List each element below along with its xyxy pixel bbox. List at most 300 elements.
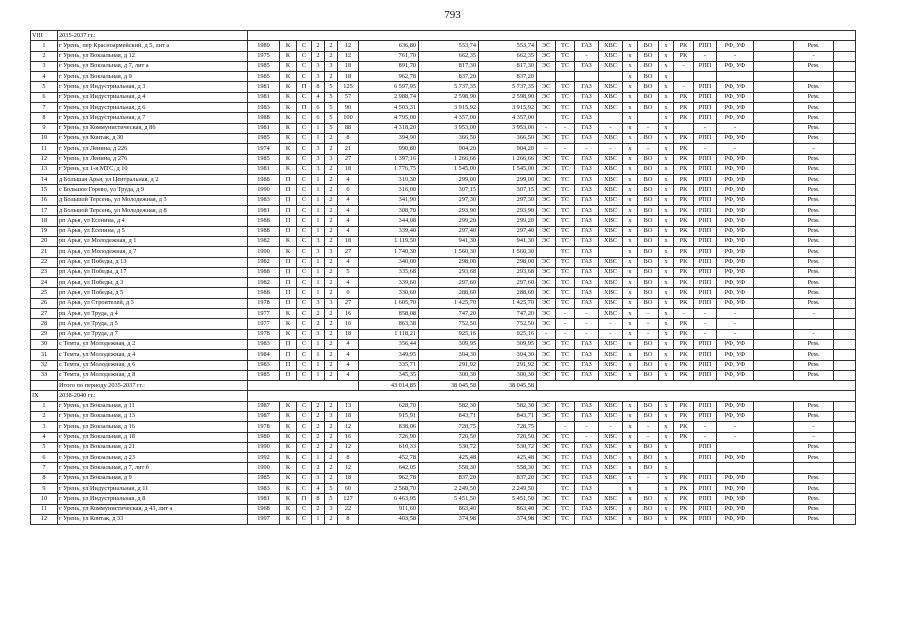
table-cell: ВО bbox=[638, 278, 659, 288]
table-cell: х bbox=[623, 339, 638, 349]
table-cell: Рем. bbox=[794, 288, 834, 298]
table-cell: 1985 bbox=[248, 370, 280, 380]
table-cell: 356,44 bbox=[359, 339, 419, 349]
table-cell: 291,92 bbox=[419, 360, 479, 370]
table-cell: х bbox=[623, 92, 638, 102]
table-cell: х bbox=[659, 103, 674, 113]
table-cell: 5 737,35 bbox=[479, 82, 537, 92]
table-cell: х bbox=[623, 504, 638, 514]
table-cell: х bbox=[623, 267, 638, 277]
table-cell: ГАЗ bbox=[575, 504, 599, 514]
table-cell: 2 598,90 bbox=[419, 92, 479, 102]
table-cell: РПП bbox=[694, 247, 717, 257]
table-cell: х bbox=[659, 257, 674, 267]
table-cell bbox=[754, 185, 794, 195]
table-cell: 4 795,00 bbox=[359, 113, 419, 123]
table-cell: 1 bbox=[312, 216, 325, 226]
table-cell: х bbox=[659, 82, 674, 92]
table-cell bbox=[834, 103, 856, 113]
table-cell: х bbox=[659, 339, 674, 349]
table-cell: 4 357,00 bbox=[419, 113, 479, 123]
address-cell: д Большая Арья, ул Центральная, д 2 bbox=[58, 175, 248, 185]
table-cell: ГАЗ bbox=[575, 216, 599, 226]
table-cell bbox=[834, 360, 856, 370]
table-cell: 1978 bbox=[248, 422, 280, 432]
table-cell: С bbox=[297, 236, 312, 246]
table-cell: 2 bbox=[325, 401, 338, 411]
table-cell: 915,91 bbox=[359, 411, 419, 421]
table-row bbox=[31, 144, 856, 154]
table-cell: РК bbox=[674, 484, 694, 494]
table-cell bbox=[754, 309, 794, 319]
table-cell bbox=[834, 411, 856, 421]
table-cell: РК bbox=[674, 175, 694, 185]
table-cell bbox=[754, 422, 794, 432]
table-row bbox=[31, 226, 856, 236]
table-cell: ХВС bbox=[599, 473, 623, 483]
table-cell: 6 bbox=[338, 185, 359, 195]
table-cell: ГАЗ bbox=[575, 133, 599, 143]
table-cell: ЭС bbox=[537, 350, 556, 360]
table-cell: 31 bbox=[31, 350, 58, 360]
table-cell: Рем. bbox=[794, 484, 834, 494]
table-cell: ВО bbox=[638, 267, 659, 277]
table-cell: РФ, УФ bbox=[717, 103, 754, 113]
table-cell: - bbox=[694, 319, 717, 329]
table-cell bbox=[754, 236, 794, 246]
table-cell: Рем. bbox=[794, 360, 834, 370]
table-cell bbox=[754, 339, 794, 349]
table-cell: ХВС bbox=[599, 298, 623, 308]
table-cell: 57 bbox=[338, 92, 359, 102]
table-cell: 3 953,00 bbox=[479, 123, 537, 133]
table-cell: 4 bbox=[338, 195, 359, 205]
table-row bbox=[31, 164, 856, 174]
table-row bbox=[31, 185, 856, 195]
table-cell bbox=[834, 370, 856, 380]
table-row bbox=[31, 257, 856, 267]
table-row bbox=[31, 504, 856, 514]
table-cell: РФ, УФ bbox=[717, 185, 754, 195]
table-cell: 3 bbox=[31, 61, 58, 71]
table-cell: 288,60 bbox=[479, 288, 537, 298]
table-cell: 3 bbox=[312, 247, 325, 257]
table-cell: 297,60 bbox=[419, 278, 479, 288]
table-cell: х bbox=[659, 185, 674, 195]
table-cell: 18 bbox=[338, 236, 359, 246]
table-cell: х bbox=[623, 195, 638, 205]
address-cell: рп Арья, ул Труда, д 7 bbox=[58, 329, 248, 339]
table-cell: 299,20 bbox=[419, 216, 479, 226]
table-cell: 1 545,00 bbox=[479, 164, 537, 174]
table-cell: 2 bbox=[325, 41, 338, 51]
table-cell bbox=[834, 247, 856, 257]
table-cell: ХВС bbox=[599, 206, 623, 216]
table-cell: ХВС bbox=[599, 288, 623, 298]
table-cell: х bbox=[659, 453, 674, 463]
table-cell: РК bbox=[674, 278, 694, 288]
table-cell: ТС bbox=[556, 504, 575, 514]
table-cell: Рем. bbox=[794, 113, 834, 123]
table-cell: РК bbox=[674, 339, 694, 349]
table-cell: 558,30 bbox=[419, 463, 479, 473]
table-cell bbox=[717, 72, 754, 82]
table-cell: 3 bbox=[31, 422, 58, 432]
table-cell: 1 bbox=[312, 278, 325, 288]
table-cell bbox=[754, 360, 794, 370]
table-cell: х bbox=[623, 484, 638, 494]
table-cell: 394,90 bbox=[359, 133, 419, 143]
table-cell: 925,16 bbox=[419, 329, 479, 339]
table-cell: 2 bbox=[325, 422, 338, 432]
table-cell: 339,40 bbox=[359, 226, 419, 236]
table-cell: ВО bbox=[638, 185, 659, 195]
table-cell: 4 bbox=[312, 484, 325, 494]
table-cell: 297,30 bbox=[479, 195, 537, 205]
table-cell bbox=[834, 92, 856, 102]
table-cell: 4 bbox=[338, 206, 359, 216]
table-cell: ЭС bbox=[537, 267, 556, 277]
table-cell: 4 bbox=[338, 350, 359, 360]
table-cell: ХВС bbox=[599, 278, 623, 288]
table-cell: ВО bbox=[638, 154, 659, 164]
table-cell: ВО bbox=[638, 453, 659, 463]
table-cell: 2 bbox=[325, 278, 338, 288]
table-cell: К bbox=[280, 82, 297, 92]
table-cell bbox=[834, 164, 856, 174]
table-cell: ГАЗ bbox=[575, 339, 599, 349]
table-cell: 747,20 bbox=[419, 309, 479, 319]
table-cell: ГАЗ bbox=[575, 164, 599, 174]
address-cell: г Урень, ул Вокзальная, д 23 bbox=[58, 453, 248, 463]
table-cell: ЭС bbox=[537, 278, 556, 288]
section-header-blank bbox=[248, 31, 856, 41]
table-cell: РПП bbox=[694, 484, 717, 494]
table-cell: ЭС bbox=[537, 82, 556, 92]
table-cell: 2 568,70 bbox=[359, 484, 419, 494]
table-cell: 5 bbox=[325, 494, 338, 504]
table-cell: 1988 bbox=[248, 113, 280, 123]
table-cell: 8 bbox=[31, 113, 58, 123]
table-cell bbox=[834, 61, 856, 71]
table-cell bbox=[754, 504, 794, 514]
table-cell: 7 bbox=[31, 463, 58, 473]
table-cell bbox=[834, 72, 856, 82]
table-cell: 962,78 bbox=[359, 473, 419, 483]
table-cell: х bbox=[659, 267, 674, 277]
table-cell: 941,30 bbox=[419, 236, 479, 246]
table-cell: РФ, УФ bbox=[717, 216, 754, 226]
table-cell: ЭС bbox=[537, 206, 556, 216]
table-cell: 374,98 bbox=[479, 514, 537, 524]
table-cell: - bbox=[717, 432, 754, 442]
table-cell: - bbox=[638, 309, 659, 319]
table-cell: 4 503,31 bbox=[359, 103, 419, 113]
table-cell: 5 bbox=[325, 113, 338, 123]
table-cell: х bbox=[623, 442, 638, 452]
table-cell: х bbox=[623, 72, 638, 82]
table-cell: 1988 bbox=[248, 226, 280, 236]
table-cell: ТС bbox=[556, 92, 575, 102]
table-cell: Рем. bbox=[794, 278, 834, 288]
table-cell: 2 bbox=[325, 216, 338, 226]
table-cell bbox=[754, 267, 794, 277]
table-cell: х bbox=[659, 61, 674, 71]
table-cell: К bbox=[280, 453, 297, 463]
table-cell: 752,50 bbox=[419, 319, 479, 329]
table-cell: ХВС bbox=[599, 267, 623, 277]
table-cell: ТС bbox=[556, 350, 575, 360]
table-cell: 530,72 bbox=[419, 442, 479, 452]
table-cell: РК bbox=[674, 350, 694, 360]
table-cell: 18 bbox=[31, 216, 58, 226]
table-cell: х bbox=[623, 103, 638, 113]
table-row bbox=[31, 298, 856, 308]
table-cell: РК bbox=[674, 195, 694, 205]
table-cell: ВО bbox=[638, 41, 659, 51]
table-cell bbox=[754, 494, 794, 504]
table-cell: 582,30 bbox=[479, 401, 537, 411]
table-cell: 2 bbox=[325, 144, 338, 154]
table-cell: 1990 bbox=[248, 442, 280, 452]
table-cell: С bbox=[297, 185, 312, 195]
table-cell: х bbox=[659, 41, 674, 51]
table-row bbox=[31, 72, 856, 82]
table-cell: ТС bbox=[556, 51, 575, 61]
table-cell: РК bbox=[674, 504, 694, 514]
table-cell: Рем. bbox=[794, 164, 834, 174]
table-cell: Рем. bbox=[794, 195, 834, 205]
table-cell: 1 740,30 bbox=[359, 247, 419, 257]
table-cell: 330,60 bbox=[359, 288, 419, 298]
table-cell bbox=[754, 82, 794, 92]
table-cell: ТС bbox=[556, 164, 575, 174]
table-cell: ГАЗ bbox=[575, 298, 599, 308]
table-cell bbox=[754, 216, 794, 226]
table-cell: 1 bbox=[312, 453, 325, 463]
table-cell: РК bbox=[674, 319, 694, 329]
table-cell: ГАЗ bbox=[575, 103, 599, 113]
table-cell bbox=[834, 339, 856, 349]
table-cell: 2 249,50 bbox=[479, 484, 537, 494]
table-cell: 2 bbox=[325, 350, 338, 360]
table-cell bbox=[834, 432, 856, 442]
table-cell: РПП bbox=[694, 370, 717, 380]
table-cell: 1985 bbox=[248, 154, 280, 164]
table-cell bbox=[754, 484, 794, 494]
table-cell: 6 bbox=[312, 103, 325, 113]
table-cell: 2 bbox=[325, 236, 338, 246]
address-cell: рп Арья, ул Победы, д 5 bbox=[58, 288, 248, 298]
table-cell bbox=[754, 463, 794, 473]
address-cell: г Урень, ул Индустриальная, д 11 bbox=[58, 484, 248, 494]
table-cell: х bbox=[659, 514, 674, 524]
table-cell: 9 bbox=[31, 123, 58, 133]
table-cell: 2 bbox=[31, 411, 58, 421]
table-cell: 8 bbox=[312, 82, 325, 92]
table-cell: РФ, УФ bbox=[717, 494, 754, 504]
table-cell: х bbox=[623, 401, 638, 411]
table-cell: х bbox=[659, 51, 674, 61]
table-cell bbox=[834, 442, 856, 452]
housing-table bbox=[30, 30, 856, 525]
table-row bbox=[31, 339, 856, 349]
table-cell: РПП bbox=[694, 133, 717, 143]
table-cell: 19 bbox=[31, 226, 58, 236]
address-cell: г Урень, ул Вокзальная, д 16 bbox=[58, 422, 248, 432]
table-cell: РФ, УФ bbox=[717, 484, 754, 494]
table-cell: 2 bbox=[325, 164, 338, 174]
table-cell: РПП bbox=[694, 61, 717, 71]
table-cell: - bbox=[674, 82, 694, 92]
table-row bbox=[31, 103, 856, 113]
table-cell: РФ, УФ bbox=[717, 339, 754, 349]
table-row bbox=[31, 453, 856, 463]
table-cell: РК bbox=[674, 432, 694, 442]
table-cell: РК bbox=[674, 236, 694, 246]
table-cell: ХВС bbox=[599, 82, 623, 92]
table-cell: ХВС bbox=[599, 175, 623, 185]
table-cell: ГАЗ bbox=[575, 185, 599, 195]
table-cell bbox=[834, 175, 856, 185]
table-cell: 1 bbox=[31, 401, 58, 411]
table-cell: ВО bbox=[638, 61, 659, 71]
table-cell: 3 953,00 bbox=[419, 123, 479, 133]
table-cell: Рем. bbox=[794, 123, 834, 133]
table-cell: 843,71 bbox=[419, 411, 479, 421]
table-cell: 1981 bbox=[248, 92, 280, 102]
table-cell: ХВС bbox=[599, 92, 623, 102]
address-cell: г Урень, ул Вокзальная, д 13 bbox=[58, 411, 248, 421]
table-cell: ХВС bbox=[599, 185, 623, 195]
table-cell: К bbox=[280, 72, 297, 82]
table-cell: ЭС bbox=[537, 41, 556, 51]
table-cell: ТС bbox=[556, 236, 575, 246]
table-cell: ХВС bbox=[599, 494, 623, 504]
table-cell: - bbox=[674, 61, 694, 71]
table-cell: П bbox=[280, 350, 297, 360]
table-cell: РК bbox=[674, 422, 694, 432]
table-cell: 3 bbox=[312, 61, 325, 71]
address-cell: рп Арья, ул Победы, д 3 bbox=[58, 278, 248, 288]
table-cell: ТС bbox=[556, 453, 575, 463]
table-cell: П bbox=[280, 288, 297, 298]
table-cell: 1977 bbox=[248, 309, 280, 319]
table-cell: ЭС bbox=[537, 257, 556, 267]
table-cell: 752,50 bbox=[479, 319, 537, 329]
table-cell: х bbox=[623, 319, 638, 329]
table-cell: 3 bbox=[312, 154, 325, 164]
table-cell: РК bbox=[674, 494, 694, 504]
table-cell: 4 bbox=[338, 360, 359, 370]
table-cell: 1974 bbox=[248, 144, 280, 154]
table-cell bbox=[754, 514, 794, 524]
table-cell: ЭС bbox=[537, 309, 556, 319]
table-cell: С bbox=[297, 92, 312, 102]
table-cell: х bbox=[659, 432, 674, 442]
table-cell: 12 bbox=[338, 422, 359, 432]
table-cell: 13 bbox=[31, 164, 58, 174]
table-cell: 1989 bbox=[248, 41, 280, 51]
table-cell: 6 463,05 bbox=[359, 494, 419, 504]
table-cell: 18 bbox=[338, 473, 359, 483]
table-cell: 1 560,30 bbox=[419, 247, 479, 257]
table-cell: ВО bbox=[638, 401, 659, 411]
table-cell: ЭС bbox=[537, 432, 556, 442]
table-cell: 1 bbox=[312, 370, 325, 380]
table-cell: 16 bbox=[338, 319, 359, 329]
table-cell: 21 bbox=[338, 144, 359, 154]
table-cell bbox=[754, 195, 794, 205]
table-cell: х bbox=[659, 144, 674, 154]
table-cell: 2 bbox=[325, 360, 338, 370]
table-cell: 2 bbox=[325, 175, 338, 185]
table-cell: ГАЗ bbox=[575, 41, 599, 51]
table-cell: Рем. bbox=[794, 82, 834, 92]
table-cell: ХВС bbox=[599, 236, 623, 246]
section-header-row bbox=[31, 31, 856, 41]
table-cell: РПП bbox=[694, 236, 717, 246]
table-cell: ТС bbox=[556, 514, 575, 524]
table-cell: ЭС bbox=[537, 133, 556, 143]
table-cell: С bbox=[297, 216, 312, 226]
table-cell: - bbox=[694, 329, 717, 339]
table-cell: 452,78 bbox=[359, 453, 419, 463]
table-cell bbox=[537, 484, 556, 494]
table-cell: 642,05 bbox=[359, 463, 419, 473]
table-cell: - bbox=[556, 144, 575, 154]
table-row bbox=[31, 370, 856, 380]
table-cell: ГАЗ bbox=[575, 247, 599, 257]
table-cell: 1988 bbox=[248, 288, 280, 298]
table-cell: ТС bbox=[556, 432, 575, 442]
table-cell: РПП bbox=[694, 473, 717, 483]
table-cell: х bbox=[623, 175, 638, 185]
table-cell: ХВС bbox=[599, 154, 623, 164]
table-cell bbox=[674, 463, 694, 473]
table-cell: К bbox=[280, 144, 297, 154]
table-cell bbox=[834, 133, 856, 143]
table-cell bbox=[834, 236, 856, 246]
table-cell: С bbox=[297, 329, 312, 339]
table-cell: 3 bbox=[312, 473, 325, 483]
table-cell: ТС bbox=[556, 473, 575, 483]
table-cell bbox=[834, 154, 856, 164]
table-cell: К bbox=[280, 473, 297, 483]
table-cell: РФ, УФ bbox=[717, 411, 754, 421]
table-cell: 761,70 bbox=[359, 51, 419, 61]
table-row bbox=[31, 319, 856, 329]
table-cell bbox=[834, 278, 856, 288]
table-cell: 1 397,16 bbox=[359, 154, 419, 164]
table-cell: 6 bbox=[31, 92, 58, 102]
table-cell: 5 bbox=[338, 267, 359, 277]
table-cell: 1 bbox=[312, 288, 325, 298]
table-cell: 1 bbox=[312, 175, 325, 185]
table-cell: РПП bbox=[694, 216, 717, 226]
table-cell bbox=[754, 298, 794, 308]
table-cell: 6 bbox=[31, 453, 58, 463]
table-cell: 2 bbox=[325, 51, 338, 61]
table-cell: 2 bbox=[325, 370, 338, 380]
table-cell: ВО bbox=[638, 103, 659, 113]
table-cell: ВО bbox=[638, 175, 659, 185]
table-cell: 2 bbox=[312, 51, 325, 61]
table-cell bbox=[754, 329, 794, 339]
table-cell: х bbox=[659, 411, 674, 421]
table-cell: РПП bbox=[694, 298, 717, 308]
table-cell: 30 bbox=[31, 339, 58, 349]
